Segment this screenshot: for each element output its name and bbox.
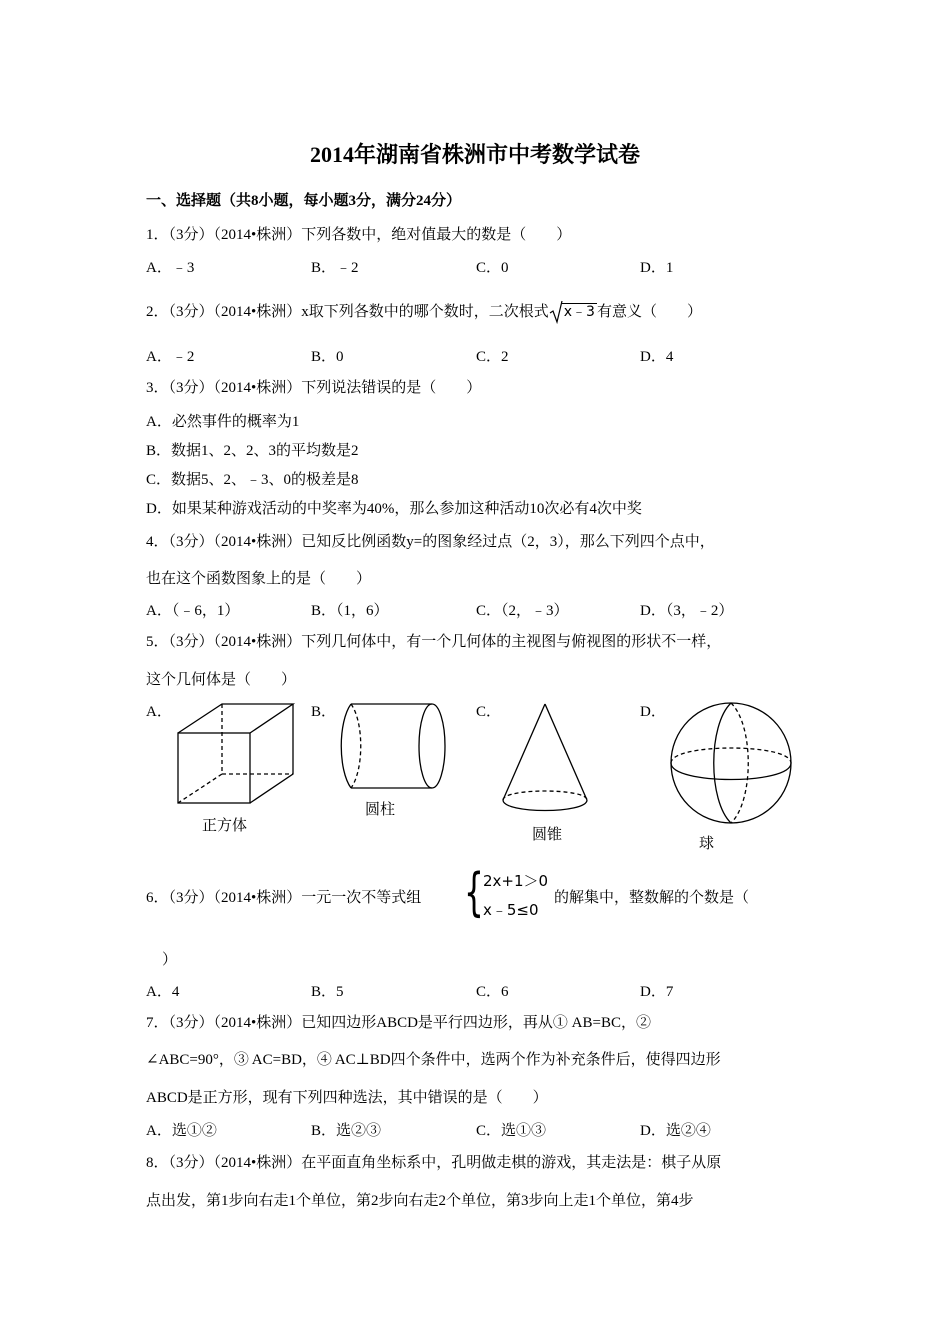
q2-option-a: A．﹣2 [146,349,195,365]
caption-cone: 圆锥 [532,827,563,843]
q6-stem-close: ） [162,952,178,968]
question-5-stem-line1: 5．（3分）（2014•株洲）下列几何体中，有一个几何体的主视图与俯视图的形状不一样， [146,634,722,650]
q5-option-d: D． [640,704,666,720]
question-5-stem-line2: 这个几何体是（ ） [146,672,297,688]
q2-option-d: D．4 [640,349,674,365]
question-7-stem-line2: ∠ABC=90°，③ AC=BD，④ AC⊥BD四个条件中，选两个作为补充条件后，使得四边形 [146,1052,721,1068]
question-8-stem-line2: 点出发，第1步向右走1个单位，第2步向右走2个单位，第3步向上走1个单位，第4步 [146,1193,694,1209]
section-heading: 一、选择题（共8小题，每小题3分，满分24分） [146,193,462,209]
q1-option-a: A．﹣3 [146,260,195,276]
caption-cylinder: 圆柱 [365,802,396,818]
caption-sphere: 球 [699,836,715,852]
q4-option-d: D．（3，﹣2） [640,603,734,619]
q4-option-a: A．（﹣6，1） [146,603,240,619]
q3-option-d: D．如果某种游戏活动的中奖率为40%，那么参加这种活动10次必有4次中奖 [146,501,642,517]
question-1-stem: 1．（3分）（2014•株洲）下列各数中，绝对值最大的数是（ ） [146,227,572,243]
q2-stem-pre: 2．（3分）（2014•株洲）x取下列各数中的哪个数时，二次根式 [146,304,549,320]
radical-expression [549,302,597,322]
inequality-2: x﹣5≤0 [483,901,539,919]
q6-option-d: D．7 [640,984,674,1000]
q2-stem-post: 有意义（ ） [596,304,702,320]
q3-option-b: B．数据1、2、2、3的平均数是2 [146,443,359,459]
brace-icon: { [464,863,484,923]
q3-option-c: C．数据5、2、﹣3、0的极差是8 [146,472,359,488]
cube-figure [175,702,300,807]
cone-figure [500,702,590,814]
radical-sign-icon [549,300,563,324]
page-title: 2014年湖南省株洲市中考数学试卷 [309,142,640,167]
caption-cube: 正方体 [202,818,248,834]
inequality-1: 2x+1＞0 [483,872,549,890]
q4-option-b: B．（1，6） [311,603,389,619]
q7-option-a: A．选①② [146,1123,217,1139]
cylinder-figure [338,702,448,792]
q1-option-d: D．1 [640,260,674,276]
question-4-stem-line2: 也在这个函数图象上的是（ ） [146,571,372,587]
q2-option-c: C．2 [476,349,509,365]
q5-option-b: B． [311,704,337,720]
q7-option-d: D．选②④ [640,1123,711,1139]
q6-option-a: A．4 [146,984,180,1000]
question-7-stem-line3: ABCD是正方形，现有下列四种选法，其中错误的是（ ） [146,1090,548,1106]
question-4-stem-line1: 4．（3分）（2014•株洲）已知反比例函数y=的图象经过点（2，3），那么下列四个点中， [146,534,715,550]
q5-option-a: A． [146,704,172,720]
q2-option-b: B．0 [311,349,344,365]
q1-option-b: B．﹣2 [311,260,359,276]
question-2-stem [146,302,702,322]
q6-option-c: C．6 [476,984,509,1000]
q3-option-a: A．必然事件的概率为1 [146,414,300,430]
q7-option-c: C．选①③ [476,1123,547,1139]
q6-stem-pre: 6．（3分）（2014•株洲）一元一次不等式组 [146,890,422,906]
radicand: x﹣3 [563,304,595,320]
sphere-figure [668,700,794,826]
question-3-stem: 3．（3分）（2014•株洲）下列说法错误的是（ ） [146,380,482,396]
question-8-stem-line1: 8．（3分）（2014•株洲）在平面直角坐标系中，孔明做走棋的游戏，其走法是：棋子从原 [146,1155,722,1171]
q7-option-b: B．选②③ [311,1123,382,1139]
question-7-stem-line1: 7．（3分）（2014•株洲）已知四边形ABCD是平行四边形，再从① AB=BC，② [146,1015,651,1031]
q6-stem-post: 的解集中，整数解的个数是（ [554,890,750,906]
q6-option-b: B．5 [311,984,344,1000]
q5-option-c: C． [476,704,502,720]
q1-option-c: C．0 [476,260,509,276]
q4-option-c: C．（2，﹣3） [476,603,569,619]
